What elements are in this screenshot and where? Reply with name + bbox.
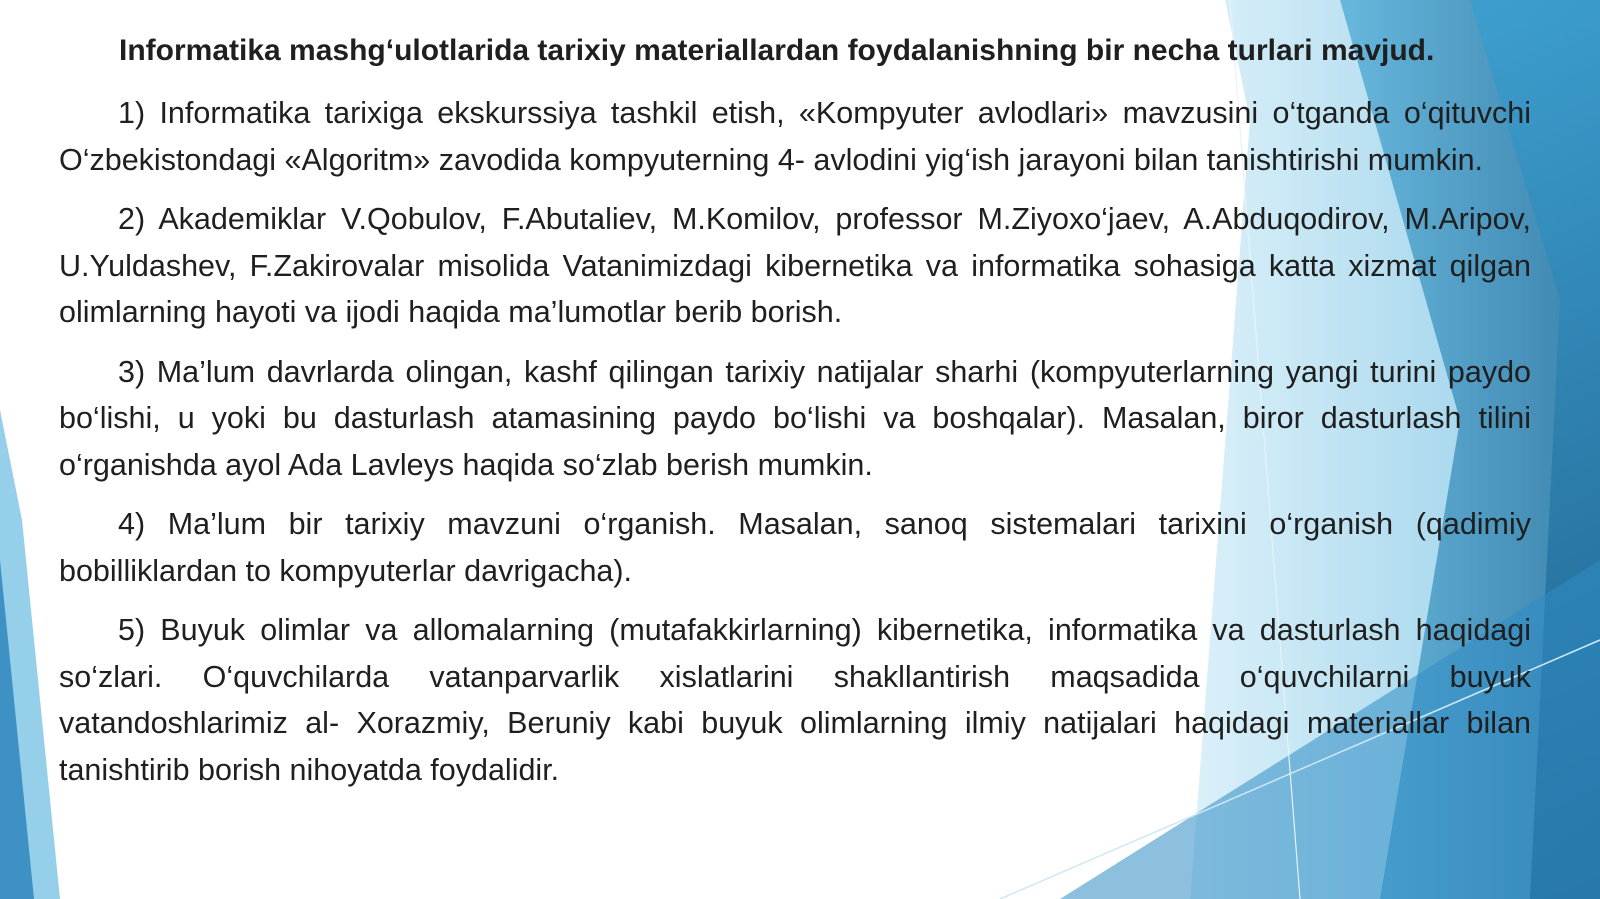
paragraph-5: 5) Buyuk olimlar va allomalarning (mutafakkirlarning) kibernetika, informatika va dasturlash haqidagi so‘zlari. O‘quvchilarda vatanparvarlik xislatlarini shakllantirish maqsadida o‘quvchilarni buyuk vatandoshlarimiz al- Xorazmiy, Beruniy kabi buyuk olimlarning ilmiy natijalari haqidagi materiallar bilan tanishtirib borish nihoyatda foydalidir.	[59, 613, 1531, 787]
paragraph-4: 4) Ma’lum bir tarixiy mavzuni o‘rganish. Masalan, sanoq sistemalari tarixini o‘rganish (qadimiy bobilliklardan to kompyuterlar davrigacha).	[59, 507, 1531, 588]
paragraph-1: 1) Informatika tarixiga ekskurssiya tashkil etish, «Kompyuter avlodlari» mavzusini o‘tganda o‘qituvchi O‘zbekistondagi «Algoritm» zavodida kompyuterning 4- avlodini yig‘ish jarayoni bilan tanishtirishi mumkin.	[59, 96, 1531, 177]
paragraph-2: 2) Akademiklar V.Qobulov, F.Abutaliev, M.Komilov, professor M.Ziyoxo‘jaev, A.Abduqodirov, M.Aripov, U.Yuldashev, F.Zakirovalar misolida Vatanimizdagi kibernetika va informatika sohasiga katta xizmat qilgan olimlarning hayoti va ijodi haqida ma’lumotlar berib borish.	[59, 202, 1531, 329]
slide-body	[59, 24, 1531, 806]
paragraph-3: 3) Ma’lum davrlarda olingan, kashf qilingan tarixiy natijalar sharhi (kompyuterlarning yangi turini paydo bo‘lishi, u yoki bu dasturlash atamasining paydo bo‘lishi va boshqalar). Masalan, biror dasturlash tilini o‘rganishda ayol Ada Lavleys haqida so‘zlab berish mumkin.	[59, 354, 1531, 482]
slide-heading: Informatika mashg‘ulotlarida tarixiy materiallardan foydalanishning bir necha turlari mavjud.	[119, 34, 1435, 67]
